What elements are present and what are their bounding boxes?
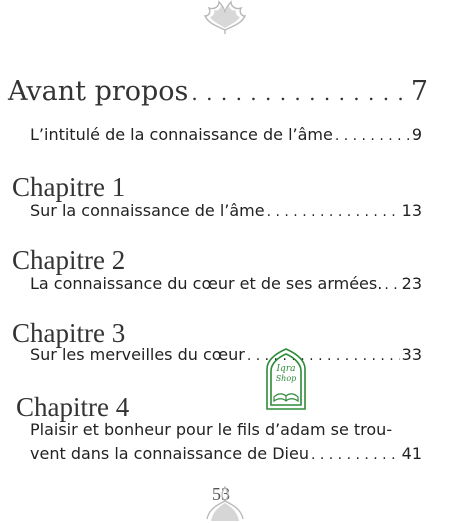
toc-entry-page: 23 — [401, 274, 422, 293]
chapter-heading-2: Chapitre 2 — [12, 245, 126, 275]
toc-entry-avant-propos[interactable] — [8, 76, 428, 107]
dot-leader — [267, 204, 400, 220]
toc-entry-page: 7 — [410, 76, 428, 107]
leaf-ornament-bottom-icon — [195, 483, 255, 523]
toc-entry-label: Avant propos — [8, 76, 189, 107]
stamp-text-2: Shop — [275, 374, 297, 383]
toc-entry-label: Sur la connaissance de l’âme — [30, 201, 265, 220]
dot-leader — [311, 447, 400, 463]
toc-entry-label: Sur les merveilles du cœur — [30, 345, 245, 364]
toc-entry-chapitre-3[interactable] — [30, 345, 422, 364]
chapter-heading-3: Chapitre 3 — [12, 318, 126, 348]
toc-entry-chapitre-1[interactable] — [30, 201, 422, 220]
toc-entry-chapitre-2[interactable] — [30, 274, 422, 293]
toc-entry-page: 33 — [401, 345, 422, 364]
leaf-ornament-icon — [195, 0, 255, 34]
chapter-heading-4: Chapitre 4 — [16, 392, 130, 422]
toc-entry-label: La connaissance du cœur et de ses armées. — [30, 274, 383, 293]
iqra-shop-stamp-icon — [263, 347, 309, 413]
toc-entry-chapitre-4[interactable] — [30, 444, 422, 463]
toc-entry-chapitre-4-line1: Plaisir et bonheur pour le fils d’adam se trou- — [30, 420, 393, 439]
toc-entry-page: 9 — [411, 125, 422, 144]
dot-leader — [191, 81, 407, 105]
toc-entry-intitule[interactable] — [30, 125, 422, 144]
toc-entry-label: L’intitulé de la connaissance de l’âme — [30, 125, 333, 144]
dot-leader — [335, 128, 410, 144]
toc-entry-page: 41 — [401, 444, 422, 463]
dot-leader — [384, 277, 399, 293]
stamp-text-1: Iqra — [276, 364, 296, 374]
toc-entry-label: vent dans la connaissance de Dieu — [30, 444, 309, 463]
toc-entry-page: 13 — [401, 201, 422, 220]
chapter-heading-1: Chapitre 1 — [12, 172, 126, 202]
page-number: 53 — [212, 484, 230, 504]
